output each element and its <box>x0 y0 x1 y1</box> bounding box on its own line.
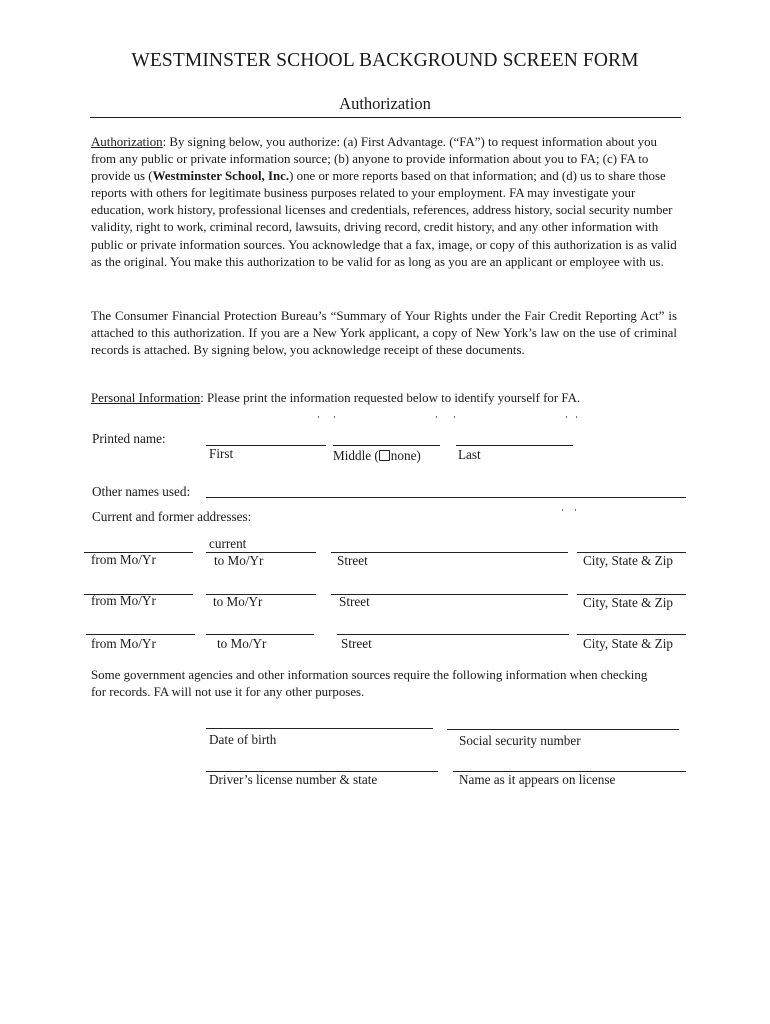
scan-speck <box>454 416 455 418</box>
addresses-label: Current and former addresses: <box>92 509 252 524</box>
address-3-from-label: from Mo/Yr <box>91 636 156 651</box>
address-2-street-label: Street <box>339 594 370 609</box>
address-3-street-label: Street <box>341 636 372 651</box>
current-note: current <box>209 536 247 551</box>
license-name-label: Name as it appears on license <box>459 772 616 787</box>
address-1-from-label: from Mo/Yr <box>91 552 156 567</box>
address-2-to-label: to Mo/Yr <box>213 594 263 609</box>
authorization-text-2: ) one or more reports based on that information; and (d) us to share those reports with others for legitimate business purposes related to your employment. FA may investigate your education, work history, professional licenses and credentials, references, address history, social security number validity, right to work, criminal record, lawsuits, driving record, credit history, and any other information with public or private information sources. You acknowledge that a fax, image, or copy of this authorization is as valid as the original. You make this authorization to be valid for as long as you are an applicant or employee with us. <box>91 169 677 269</box>
personal-info-paragraph <box>91 390 677 407</box>
section-subtitle: Authorization <box>339 94 431 113</box>
authorization-text-1: : By signing below, you authorize: (a) First Advantage. (“FA”) to request information about you from any public or private information source; (b) anyone to provide information about you to FA; (c) FA to provide us ( <box>91 135 658 184</box>
dob-field[interactable] <box>206 728 433 729</box>
address-1-to-label: to Mo/Yr <box>214 553 264 568</box>
address-2-city-label: City, State & Zip <box>583 595 673 610</box>
first-name-label: First <box>209 446 234 461</box>
authorization-paragraph <box>91 134 677 271</box>
address-3-to-label: to Mo/Yr <box>217 636 267 651</box>
cfpb-paragraph: The Consumer Financial Protection Bureau’s “Summary of Your Rights under the Fair Credit Reporting Act” is attached to this authorization. If you are a New York applicant, a copy of New York’s law on the use of criminal records is attached. By signing below, you acknowledge receipt of these documents. <box>91 309 677 358</box>
address-3-city-field[interactable] <box>577 634 686 635</box>
address-3-street-field[interactable] <box>337 634 569 635</box>
other-names-label: Other names used: <box>92 484 191 499</box>
scan-speck <box>318 416 319 418</box>
personal-info-text: : Please print the information requested below to identify yourself for FA. <box>200 391 581 405</box>
ssn-label: Social security number <box>459 733 581 748</box>
personal-info-heading: Personal Information <box>91 391 201 405</box>
document-title: WESTMINSTER SCHOOL BACKGROUND SCREEN FORM <box>131 50 639 71</box>
scan-speck <box>562 509 563 511</box>
header-divider <box>90 117 681 118</box>
no-middle-name-checkbox[interactable] <box>379 450 390 461</box>
middle-name-label <box>333 448 421 464</box>
last-name-label: Last <box>458 447 481 462</box>
address-2-from-label: from Mo/Yr <box>91 593 156 608</box>
ssn-field[interactable] <box>447 729 679 730</box>
address-3-to-field[interactable] <box>206 634 314 635</box>
scan-speck <box>334 416 335 418</box>
scan-speck <box>436 416 437 418</box>
address-1-street-label: Street <box>337 553 368 568</box>
middle-suffix: none) <box>390 448 421 463</box>
scan-speck <box>575 509 576 511</box>
address-3-city-label: City, State & Zip <box>583 636 673 651</box>
scan-speck <box>576 416 577 418</box>
printed-name-label: Printed name: <box>92 431 166 446</box>
dob-label: Date of birth <box>209 732 277 747</box>
middle-name-field[interactable] <box>333 445 440 446</box>
middle-prefix: Middle ( <box>333 448 379 463</box>
company-name: Westminster School, Inc. <box>152 169 290 184</box>
last-name-field[interactable] <box>456 445 573 446</box>
address-3-from-field[interactable] <box>86 634 195 635</box>
address-1-city-label: City, State & Zip <box>583 553 673 568</box>
other-names-field[interactable] <box>206 497 686 498</box>
scan-speck <box>566 416 567 418</box>
government-note: Some government agencies and other information sources require the following information when checking for records. FA will not use it for any other purposes. <box>91 668 648 700</box>
license-label: Driver’s license number & state <box>209 772 378 787</box>
authorization-heading: Authorization <box>91 135 163 149</box>
